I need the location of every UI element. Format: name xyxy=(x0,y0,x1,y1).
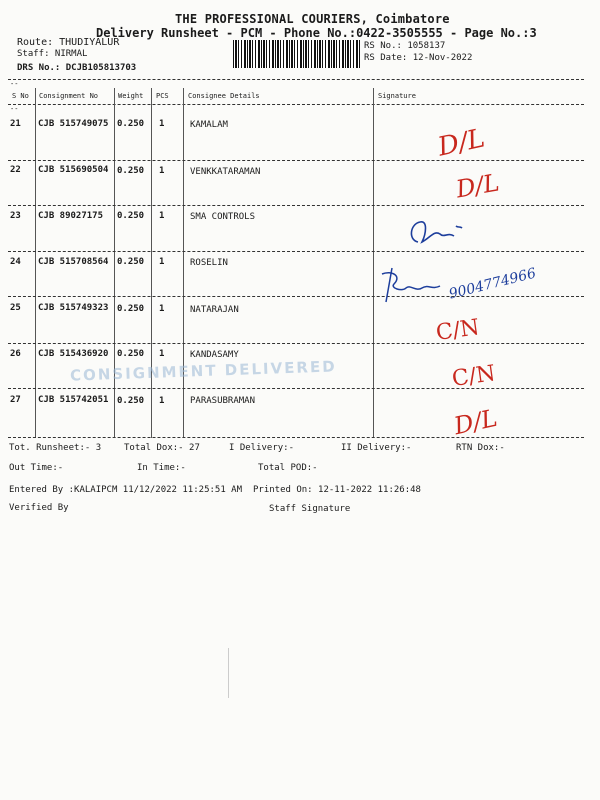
handwritten-signature-icon xyxy=(372,262,452,312)
row-consignment: CJB 515742051 xyxy=(38,395,109,405)
row-weight: 0.250 xyxy=(117,396,145,406)
row-sno: 22 xyxy=(10,165,21,175)
row-sno: 26 xyxy=(10,349,21,359)
rs-date: RS Date: 12-Nov-2022 xyxy=(364,53,473,63)
top-marker: -- xyxy=(10,80,19,88)
row-sno: 23 xyxy=(10,211,21,221)
signature-cn: C/N xyxy=(434,315,482,346)
col-separator xyxy=(151,88,152,438)
signature-dl: D/L xyxy=(435,123,488,163)
staff-signature: Staff Signature xyxy=(269,504,351,514)
row-consignee: SMA CONTROLS xyxy=(190,212,256,222)
row-weight: 0.250 xyxy=(117,304,145,314)
delivered-stamp: CONSIGNMENT DELIVERED xyxy=(69,357,337,385)
total-dox: Total Dox:- 27 xyxy=(124,443,200,453)
i-delivery: I Delivery:- xyxy=(229,443,295,453)
entered-by: Entered By :KALAIPCM 11/12/2022 11:25:51 AM xyxy=(9,485,242,495)
row-rule xyxy=(8,343,584,344)
row-sno: 27 xyxy=(10,395,21,405)
row-consignment: CJB 515749075 xyxy=(38,119,109,129)
col-sno: S No xyxy=(12,92,29,100)
row-consignment: CJB 515749323 xyxy=(38,303,109,313)
row-pcs: 1 xyxy=(159,304,165,314)
drs-number: DRS No.: DCJB105813703 xyxy=(17,63,137,73)
row-pcs: 1 xyxy=(159,211,165,221)
in-time: In Time:- xyxy=(137,463,186,473)
fold-mark xyxy=(228,648,229,698)
staff-label: Staff: NIRMAL xyxy=(17,49,88,59)
row-weight: 0.250 xyxy=(117,257,145,267)
row-consignment: CJB 515436920 xyxy=(38,349,109,359)
col-weight: Weight xyxy=(118,92,144,100)
row-consignee: NATARAJAN xyxy=(190,305,239,315)
table-bottom-rule xyxy=(8,437,584,438)
row-pcs: 1 xyxy=(159,119,165,129)
row-sno: 21 xyxy=(10,119,21,129)
row-sno: 25 xyxy=(10,303,21,313)
route-label: Route: THUDIYALUR xyxy=(17,37,120,48)
row-rule xyxy=(8,205,584,206)
signature-dl: D/L xyxy=(453,168,502,204)
barcode xyxy=(233,40,360,68)
col-signature: Signature xyxy=(378,92,416,100)
row-consignee: ROSELIN xyxy=(190,258,228,268)
col-separator xyxy=(183,88,184,438)
row-pcs: 1 xyxy=(159,396,165,406)
row-consignment: CJB 89027175 xyxy=(38,211,104,221)
rs-number: RS No.: 1058137 xyxy=(364,41,446,51)
contact-number: 9004774966 xyxy=(447,265,538,303)
row-rule xyxy=(8,296,584,297)
row-consignment: CJB 515690504 xyxy=(38,165,109,175)
row-pcs: 1 xyxy=(159,257,165,267)
verified-by: Verified By xyxy=(9,503,69,513)
row-weight: 0.250 xyxy=(117,211,145,221)
row-pcs: 1 xyxy=(159,349,165,359)
header-bottom-rule xyxy=(8,104,584,105)
col-separator xyxy=(35,88,36,438)
row-sno: 24 xyxy=(10,257,21,267)
out-time: Out Time:- xyxy=(9,463,64,473)
total-pod: Total POD:- xyxy=(258,463,318,473)
company-title: THE PROFESSIONAL COURIERS, Coimbatore xyxy=(175,12,450,26)
handwritten-signature-icon xyxy=(400,212,470,257)
row-rule xyxy=(8,251,584,252)
signature-dl: D/L xyxy=(451,403,500,441)
table-top-rule xyxy=(8,79,584,80)
row-pcs: 1 xyxy=(159,166,165,176)
rtn-dox: RTN Dox:- xyxy=(456,443,505,453)
col-consignment: Consignment No xyxy=(39,92,99,100)
row-consignee: KAMALAM xyxy=(190,120,228,130)
row-weight: 0.250 xyxy=(117,166,145,176)
row-consignee: PARASUBRAMAN xyxy=(190,396,256,406)
row-weight: 0.250 xyxy=(117,119,145,129)
row-consignee: KANDASAMY xyxy=(190,350,239,360)
row-rule xyxy=(8,388,584,389)
row-marker: -- xyxy=(10,105,19,113)
row-consignee: VENKKATARAMAN xyxy=(190,167,261,177)
row-consignment: CJB 515708564 xyxy=(38,257,109,267)
printed-on: Printed On: 12-11-2022 11:26:48 xyxy=(253,485,421,495)
row-rule xyxy=(8,160,584,161)
ii-delivery: II Delivery:- xyxy=(341,443,412,453)
signature-cn: C/N xyxy=(450,361,498,392)
col-consignee: Consignee Details xyxy=(188,92,260,100)
row-weight: 0.250 xyxy=(117,349,145,359)
runsheet-subtitle: Delivery Runsheet - PCM - Phone No.:0422-3505555 - Page No.:3 xyxy=(96,26,537,40)
col-pcs: PCS xyxy=(156,92,169,100)
tot-runsheet: Tot. Runsheet:- 3 xyxy=(9,443,102,453)
col-separator xyxy=(114,88,115,438)
